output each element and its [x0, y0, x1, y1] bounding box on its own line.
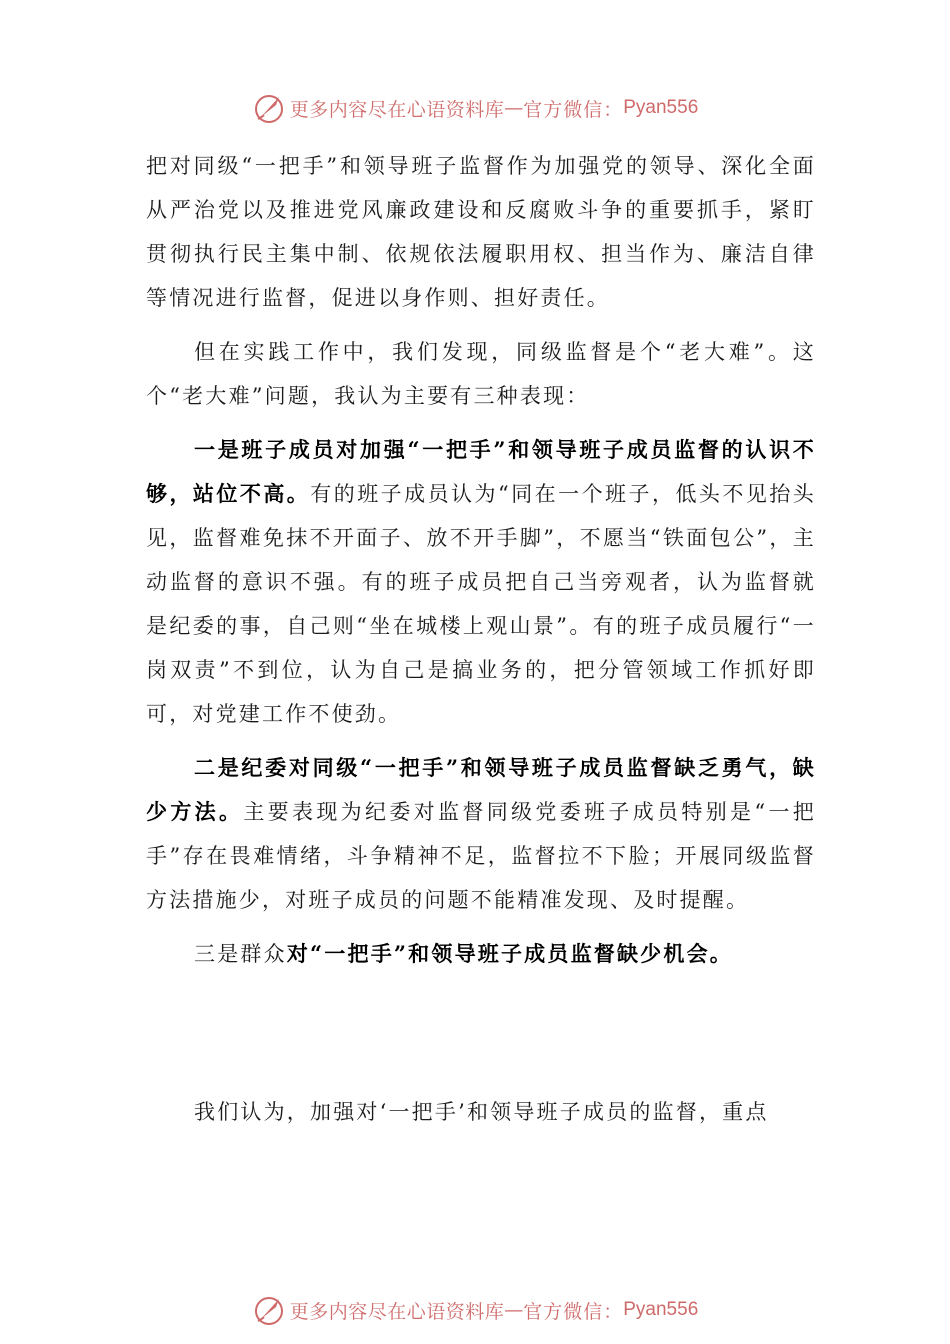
watermark-wechat-label: 官方微信： [523, 98, 624, 121]
paragraph-6: 我们认为，加强对‘一把手’和领导班子成员的监督，重点 [194, 1100, 769, 1124]
watermark-handle: Pyan556 [623, 97, 699, 118]
quill-logo-icon [252, 1293, 286, 1327]
paragraph-5 [146, 932, 816, 976]
blank-gap [146, 986, 816, 1090]
watermark-brand: 更多内容尽在心语资料库 [289, 1300, 505, 1323]
paragraph-5-heading: 对“一把手”和领导班子成员监督缺少机会。 [286, 941, 733, 966]
document-body [146, 144, 816, 1144]
watermark-brand: 更多内容尽在心语资料库 [289, 98, 505, 121]
watermark-dash: — [504, 97, 524, 119]
paragraph-4-heading: 二是纪委对同级“一把手”和领导班子成员监督缺乏勇气，缺少方法。 [146, 755, 816, 824]
watermark-dash: — [504, 1299, 524, 1321]
header-watermark [0, 88, 950, 128]
paragraph-2: 但在实践工作中，我们发现，同级监督是个“老大难”。这个“老大难”问题，我认为主要有三种表现： [146, 340, 816, 408]
paragraph-3-heading: 一是班子成员对加强“一把手”和领导班子成员监督的认识不够，站位不高。 [146, 437, 816, 506]
footer-watermark [0, 1290, 950, 1330]
paragraph-3 [146, 428, 816, 736]
watermark-wechat-label: 官方微信： [523, 1300, 624, 1323]
paragraph-5-lead: 三是群众 [194, 942, 287, 966]
paragraph-3-text: 有的班子成员认为“同在一个班子，低头不见抬头见，监督难免抹不开面子、放不开手脚”，不愿当“铁面包公”，主动监督的意识不强。有的班子成员把自己当旁观者，认为监督就是纪委的事，自己则“坐在城楼上观山景”。有的班子成员履行“一岗双责”不到位，认为自己是搞业务的，把分管领域工作抓好即可，对党建工作不使劲。 [146, 482, 816, 726]
quill-logo-icon [252, 91, 286, 125]
paragraph-4-text: 主要表现为纪委对监督同级党委班子成员特别是“一把手”存在畏难情绪，斗争精神不足，监督拉不下脸；开展同级监督方法措施少，对班子成员的问题不能精准发现、及时提醒。 [146, 800, 816, 912]
paragraph-1: 把对同级“一把手”和领导班子监督作为加强党的领导、深化全面从严治党以及推进党风廉政建设和反腐败斗争的重要抓手，紧盯贯彻执行民主集中制、依规依法履职用权、担当作为、廉洁自律等情况进行监督，促进以身作则、担好责任。 [146, 154, 816, 310]
paragraph-4 [146, 746, 816, 922]
watermark-handle: Pyan556 [623, 1299, 699, 1320]
